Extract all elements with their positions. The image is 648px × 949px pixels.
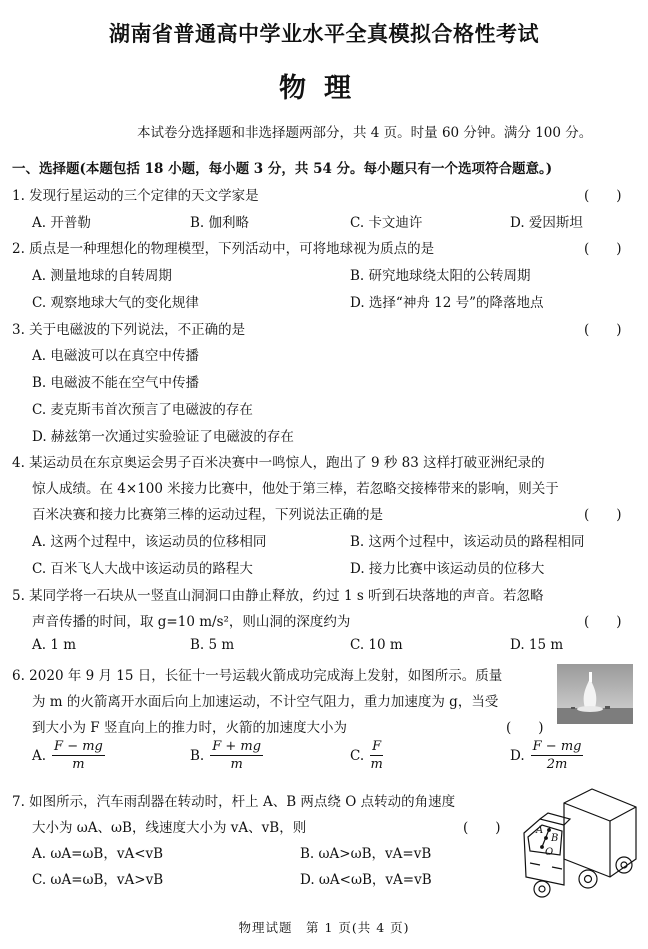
question-6-option-c bbox=[350, 739, 383, 772]
question-7-stem-line-2: 大小为 ωA、ωB，线速度大小为 vA、vB，则 bbox=[32, 820, 307, 836]
question-6-option-c-numerator: F bbox=[372, 739, 382, 754]
question-2-answer-paren: ( ) bbox=[584, 241, 622, 257]
question-2-option-c: C. 观察地球大气的变化规律 bbox=[32, 295, 199, 311]
rocket-launch-photo bbox=[557, 664, 633, 724]
subject-title: 物理 bbox=[279, 73, 369, 104]
point-o-label: O bbox=[545, 847, 554, 858]
point-a-label: A bbox=[536, 825, 544, 836]
question-6-option-a-label: A. bbox=[32, 747, 47, 764]
question-5-stem-line-2: 声音传播的时间，取 g=10 m/s²，则山洞的深度约为 bbox=[32, 614, 351, 630]
section-heading: 一、选择题(本题包括 18 小题，每小题 3 分，共 54 分。每小题只有一个选项符合题意。) bbox=[12, 161, 553, 177]
question-1-answer-paren: ( ) bbox=[584, 188, 622, 204]
question-6-option-b-denominator: m bbox=[230, 757, 243, 772]
question-6-option-d bbox=[510, 739, 583, 772]
question-7-option-c: C. ωA=ωB，vA>vB bbox=[32, 872, 164, 888]
question-1-stem: 1. 发现行星运动的三个定律的天文学家是 bbox=[12, 188, 259, 204]
question-2-option-b: B. 研究地球绕太阳的公转周期 bbox=[350, 268, 531, 284]
question-6-option-d-denominator: 2m bbox=[546, 757, 568, 772]
question-6-option-b-numerator: F + mg bbox=[212, 739, 262, 754]
truck-wiper-diagram bbox=[518, 785, 638, 905]
question-6-option-a-numerator: F − mg bbox=[54, 739, 103, 754]
question-6-option-a bbox=[32, 739, 105, 772]
exam-title: 湖南省普通高中学业水平全真模拟合格性考试 bbox=[109, 21, 539, 46]
question-6-option-c-denominator: m bbox=[370, 757, 383, 772]
question-6-option-b bbox=[190, 739, 263, 772]
question-6-stem-line-1: 6. 2020 年 9 月 15 日，长征十一号运载火箭成功完成海上发射，如图所示。质量 bbox=[12, 668, 503, 684]
exam-intro: 本试卷分选择题和非选择题两部分，共 4 页。时量 60 分钟。满分 100 分。 bbox=[137, 125, 593, 141]
question-5-stem-line-1: 5. 某同学将一石块从一竖直山洞洞口由静止释放，约过 1 s 听到石块落地的声音。若忽略 bbox=[12, 588, 544, 604]
question-5-option-c: C. 10 m bbox=[350, 637, 403, 653]
question-6-option-c-label: C. bbox=[350, 747, 365, 764]
question-7-option-a: A. ωA=ωB，vA<vB bbox=[32, 846, 164, 862]
question-6-stem-line-3: 到大小为 F 竖直向上的推力时，火箭的加速度大小为 bbox=[32, 720, 347, 736]
question-6-answer-paren: ( ) bbox=[506, 720, 544, 736]
question-2-option-a: A. 测量地球的自转周期 bbox=[32, 268, 172, 284]
question-5-option-a: A. 1 m bbox=[32, 637, 77, 653]
question-1-option-d: D. 爱因斯坦 bbox=[510, 215, 583, 231]
question-7-option-b: B. ωA>ωB，vA=vB bbox=[300, 846, 432, 862]
question-6-option-b-label: B. bbox=[190, 747, 205, 764]
question-3-answer-paren: ( ) bbox=[584, 322, 622, 338]
question-1-option-b: B. 伽利略 bbox=[190, 215, 250, 231]
question-5-option-d: D. 15 m bbox=[510, 637, 564, 653]
question-7-option-d: D. ωA<ωB，vA=vB bbox=[300, 872, 432, 888]
question-2-option-d: D. 选择“神舟 12 号”的降落地点 bbox=[350, 295, 544, 311]
question-4-stem-line-2: 惊人成绩。在 4×100 米接力比赛中，他处于第三棒，若忽略交接棒带来的影响，则关于 bbox=[32, 481, 559, 497]
question-4-answer-paren: ( ) bbox=[584, 507, 622, 523]
question-2-stem: 2. 质点是一种理想化的物理模型，下列活动中，可将地球视为质点的是 bbox=[12, 241, 435, 257]
question-6-option-a-denominator: m bbox=[72, 757, 85, 772]
question-3-option-b: B. 电磁波不能在空气中传播 bbox=[32, 375, 200, 391]
question-6-option-d-label: D. bbox=[510, 747, 525, 764]
question-1-option-c: C. 卡文迪许 bbox=[350, 215, 423, 231]
question-3-option-c: C. 麦克斯韦首次预言了电磁波的存在 bbox=[32, 402, 253, 418]
question-5-answer-paren: ( ) bbox=[584, 614, 622, 630]
page-footer: 物理试题 第 1 页(共 4 页) bbox=[238, 920, 410, 935]
question-3-option-a: A. 电磁波可以在真空中传播 bbox=[32, 348, 199, 364]
point-b-label: B bbox=[551, 833, 559, 844]
question-4-option-d: D. 接力比赛中该运动员的位移大 bbox=[350, 561, 545, 577]
question-4-option-b: B. 这两个过程中，该运动员的路程相同 bbox=[350, 534, 585, 550]
question-5-option-b: B. 5 m bbox=[190, 637, 235, 653]
question-3-stem: 3. 关于电磁波的下列说法，不正确的是 bbox=[12, 322, 246, 338]
question-1-option-a: A. 开普勒 bbox=[32, 215, 91, 231]
question-4-stem-line-3: 百米决赛和接力比赛第三棒的运动过程，下列说法正确的是 bbox=[32, 507, 383, 523]
question-6-option-d-numerator: F − mg bbox=[532, 739, 582, 754]
question-4-option-c: C. 百米飞人大战中该运动员的路程大 bbox=[32, 561, 253, 577]
question-4-stem-line-1: 4. 某运动员在东京奥运会男子百米决赛中一鸣惊人，跑出了 9 秒 83 这样打破亚洲纪录的 bbox=[12, 455, 545, 471]
question-7-stem-line-1: 7. 如图所示，汽车雨刮器在转动时，杆上 A、B 两点绕 O 点转动的角速度 bbox=[12, 794, 456, 810]
question-7-answer-paren: ( ) bbox=[463, 820, 501, 836]
question-3-option-d: D. 赫兹第一次通过实验验证了电磁波的存在 bbox=[32, 429, 294, 445]
question-6-stem-line-2: 为 m 的火箭离开水面后向上加速运动，不计空气阻力，重力加速度为 g，当受 bbox=[32, 694, 499, 710]
question-4-option-a: A. 这两个过程中，该运动员的位移相同 bbox=[32, 534, 267, 550]
